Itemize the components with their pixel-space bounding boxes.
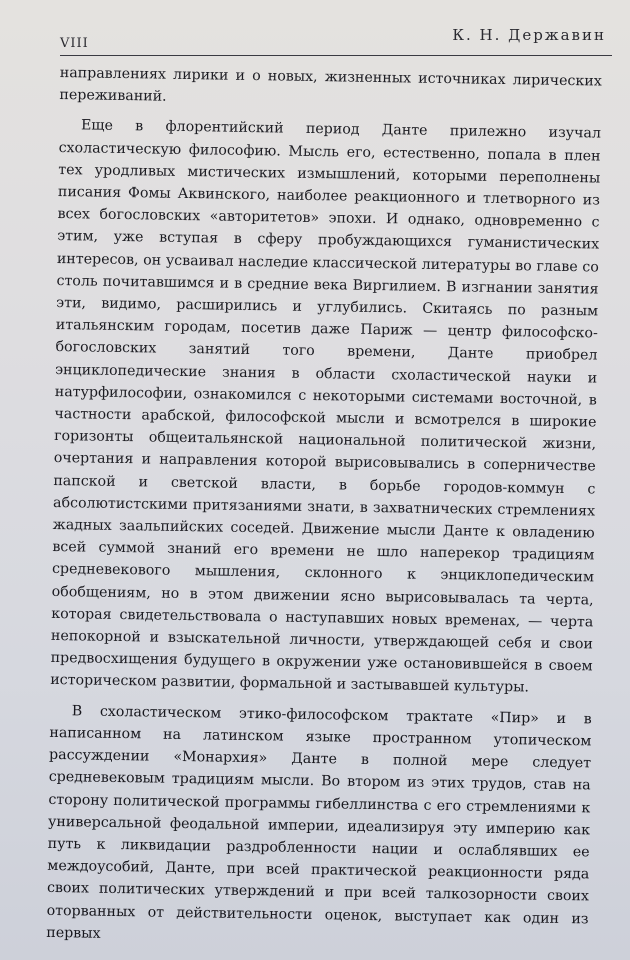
body-text [46, 62, 602, 960]
header-rule [60, 55, 612, 56]
paragraph-continuation: направлениях лирики и о новых, жизненных источниках лирических переживаний. [59, 64, 602, 105]
running-title: К. Н. Державин [452, 26, 606, 44]
paragraph-treatises: В схоластическом этико-философском трактате «Пир» и в написанном на латинском языке пространном утопическом рассуждении «Монархия» Данте в полной мере следует средневековым традициям мысли. Во втором из этих трудов, став на сторону политической программы гибеллинства с его стремлениями к универсальной феодальной империи, идеализируя эту империю как путь к ликвидации раздробленности нации и ослаблявших ее междоусобий, Данте, при всей практической реакционности ряда своих политических утверждений и при всей талкозорности своих оторванных от действительности оценок, выступает как один из первых [46, 702, 592, 942]
paragraph-dante-studies: Еще в флорентийский период Данте прилежно изучал схоластическую философию. Мысль его, естественно, попала в плен тех уродливых мистических измышлений, которыми переполнены писания Фомы Аквинского, наиболее реакционного и тлетворного из всех богословских «авторитетов» эпохи. И однако, одновременно с этим, уже вступая в сферу пробуждающихся гуманистических интересов, он усваивал наследие классической литературы во главе со столь почитавшимся и в средние века Виргилием. В изгнании занятия эти, видимо, расширились и углубились. Скитаясь по разным итальянским городам, посетив даже Париж — центр философско-богословских занятий того времени, Данте приобрел энциклопедические знания в области схоластической науки и натурфилософии, ознакомился с некоторыми системами восточной, в частности арабской, философской мысли и всмотрелся в широкие горизонты общеитальянской национальной политической жизни, очертания и направления которой вырисовывались в соперничестве папской и светской власти, в борьбе городов-коммун с абсолютистскими притязаниями знати, в захватнических стремлениях жадных заальпийских соседей. Движение мысли Данте к овладению всей суммой знаний его времени не шло наперекор традициям средневекового мышления, склонного к энциклопедическим обобщениям, но в этом движении ясно вырисовывалась та черта, которая свидетельствовала о наступавших новых временах, — черта непокорной и взыскательной личности, утверждающей себя и свои предвосхищения будущего в окружении уже остановившейся в своем историческом развитии, формальной и застывавшей культуры. [50, 117, 602, 696]
page-number: VIII [60, 36, 89, 51]
page-header [60, 26, 612, 56]
